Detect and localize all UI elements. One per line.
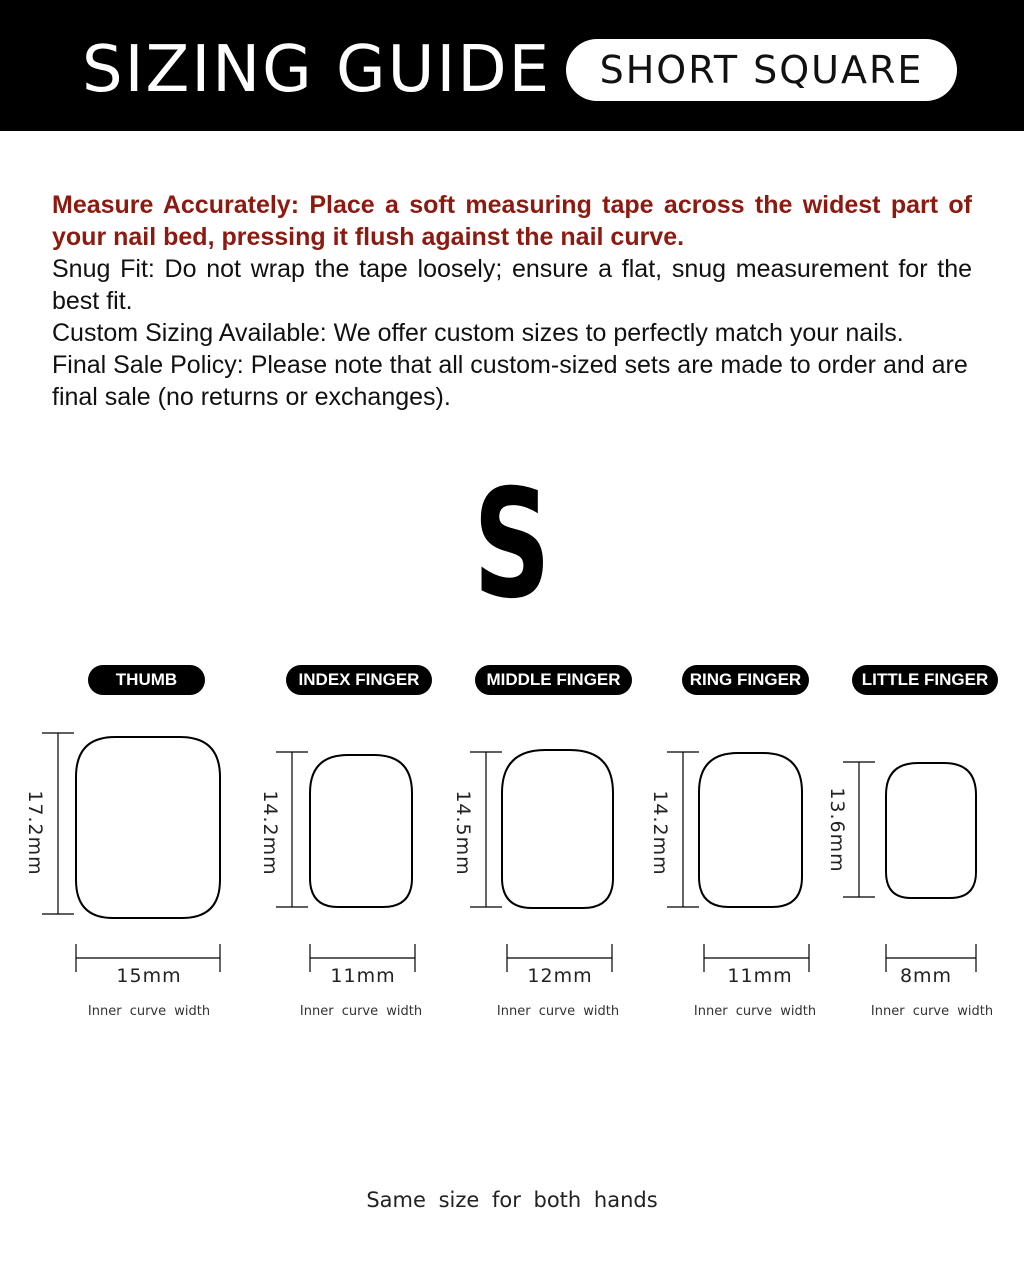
final-sale-note: Final Sale Policy: Please note that all custom-sized sets are made to order and are final sale (no returns or exchanges).	[52, 351, 968, 411]
shape-badge-label: SHORT SQUARE	[599, 48, 924, 92]
nail-outline-ring	[699, 753, 802, 907]
nail-outline-index	[310, 755, 412, 907]
width-label-thumb: 15mm	[116, 965, 182, 987]
nail-outline-little	[886, 763, 976, 898]
finger-label-little: LITTLE FINGER	[852, 665, 998, 695]
custom-sizing-note: Custom Sizing Available: We offer custom sizes to perfectly match your nails.	[52, 319, 904, 347]
measure-instruction: Measure Accurately: Place a soft measuring tape across the widest part of your nail bed, pressing it flush against the nail curve.	[52, 191, 972, 251]
width-label-little: 8mm	[899, 965, 953, 987]
length-label-index: 14.2mm	[259, 790, 281, 876]
page-title: SIZING GUIDE	[82, 33, 552, 107]
nail-outline-thumb	[76, 737, 220, 918]
finger-label-index: INDEX FINGER	[286, 665, 432, 695]
length-label-ring: 14.2mm	[649, 790, 671, 876]
length-label-thumb: 17.2mm	[24, 790, 46, 876]
inner-curve-caption-little: Inner curve width	[870, 1004, 994, 1019]
finger-label-middle: MIDDLE FINGER	[475, 665, 632, 695]
inner-curve-caption-middle: Inner curve width	[496, 1004, 620, 1019]
inner-curve-caption-index: Inner curve width	[299, 1004, 423, 1019]
nail-outline-middle	[502, 750, 613, 908]
finger-label-ring: RING FINGER	[682, 665, 809, 695]
finger-label-thumb: THUMB	[88, 665, 205, 695]
inner-curve-caption-ring: Inner curve width	[693, 1004, 817, 1019]
width-label-ring: 11mm	[727, 965, 793, 987]
width-label-index: 11mm	[330, 965, 396, 987]
width-label-middle: 12mm	[527, 965, 593, 987]
size-letter: S	[473, 458, 551, 632]
length-label-middle: 14.5mm	[452, 790, 474, 876]
snug-fit-instruction: Snug Fit: Do not wrap the tape loosely; ensure a flat, snug measurement for the best fit.	[52, 255, 972, 315]
footer-note: Same size for both hands	[366, 1188, 658, 1212]
length-label-little: 13.6mm	[826, 787, 848, 873]
inner-curve-caption-thumb: Inner curve width	[87, 1004, 211, 1019]
